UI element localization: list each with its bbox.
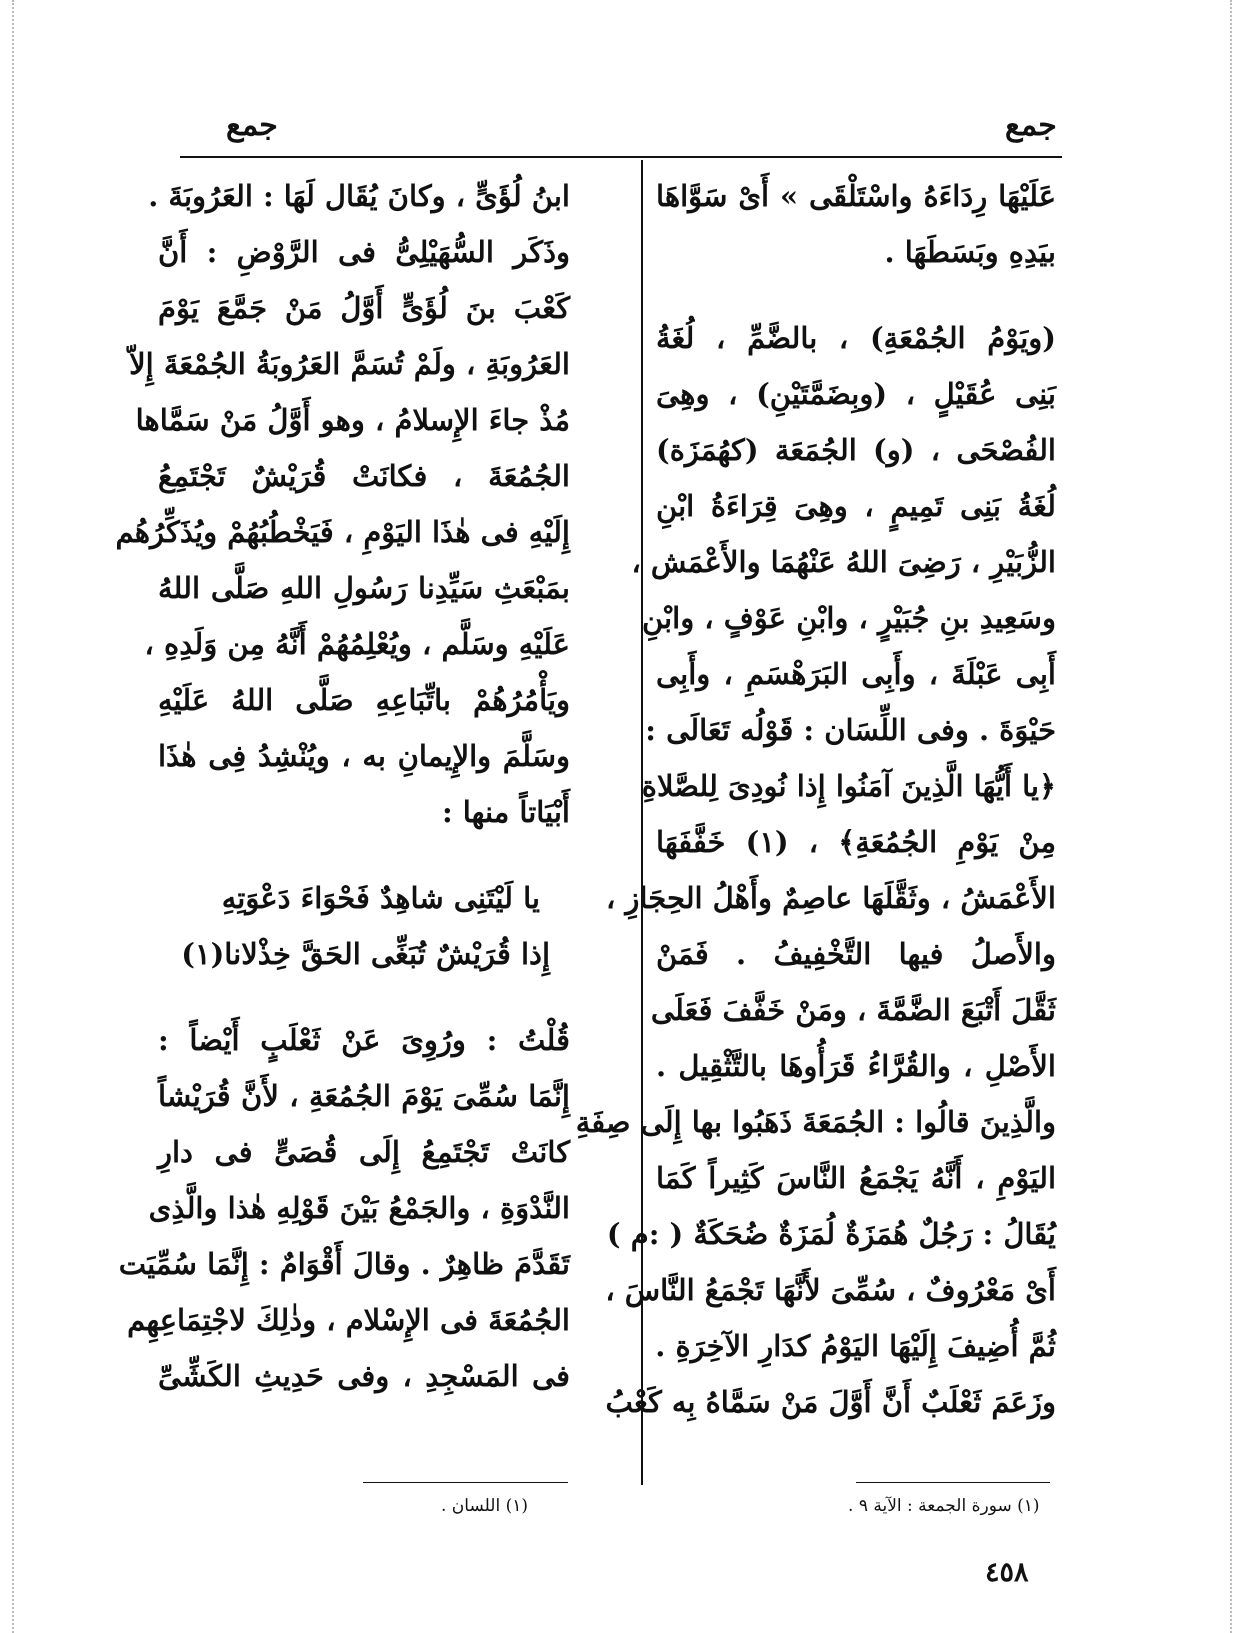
text-line: النَّدْوَةِ ، والجَمْعُ بَيْنَ قَوْلِهِ هٰذا والَّذِى <box>148 1191 570 1225</box>
text-line: عَلَيْهِ وسَلَّم ، ويُعْلِمُهُمْ أَنَّهُ مِن وَلَدِهِ ، <box>144 627 570 661</box>
quran-verse-line: ﴿يا أَيُّهَا الَّذِينَ آمَنُوا إِذا نُودِىَ لِلصَّلاةِ <box>641 769 1056 803</box>
header-rule <box>180 156 1062 158</box>
header-word-right: جمع <box>1005 108 1057 143</box>
text-line: بيَدِهِ وبَسَطَهَا . <box>884 235 1056 269</box>
margin-dots-right <box>1230 0 1232 1633</box>
page-number: ٤٥٨ <box>985 1557 1029 1588</box>
text-line: ويَأْمُرُهُمْ باتِّبَاعِهِ صَلَّى اللهُ عَلَيْهِ <box>158 683 570 717</box>
text-line: مُذْ جاءَ الإِسلامُ ، وهو أَوَّلُ مَنْ سَمَّاها <box>135 403 570 437</box>
paragraph-gap <box>656 280 1056 310</box>
footnote-rule-right <box>856 1482 1050 1483</box>
text-line: اليَوْمِ ، أَنَّهُ يَجْمَعُ النَّاسَ كَثِيراً كَمَا <box>656 1161 1056 1195</box>
footnote-right: (١) سورة الجمعة : الآية ٩ . <box>848 1496 1040 1516</box>
text-line: وسَلَّمَ والإِيمانِ به ، ويُنْشِدُ فِى هٰذَا <box>158 739 570 773</box>
text-line: الأَعْمَشُ ، وثَقَّلَهَا عاصِمٌ وأَهْلُ الحِجَازِ ، <box>605 881 1056 915</box>
header-word-left: جمع <box>226 108 278 143</box>
text-line: لُغَةُ بَنِى تَمِيمٍ ، وهِىَ قِرَاءَةُ ابْنِ <box>656 489 1056 523</box>
text-line: الزُّبَيْرِ ، رَضِىَ اللهُ عَنْهُمَا والأَعْمَش ، <box>631 545 1056 579</box>
text-line: العَرُوبَةِ ، ولَمْ تُسَمَّ العَرُوبَةُ الجُمْعَةَ إِلاّ <box>129 347 570 381</box>
text-line: كانَتْ تَجْتَمِعُ إِلَى قُصَىٍّ فى دارِ <box>158 1135 570 1169</box>
text-line: وسَعِيدِ بنِ جُبَيْرٍ ، وابْنِ عَوْفٍ ، وابْنِ <box>641 601 1056 635</box>
text-line: حَيْوَةَ . وفى اللِّسَان : قَوْلُه تَعَالَى : <box>645 713 1056 747</box>
text-line: أَىْ مَعْرُوفٌ ، سُمِّىَ لأَنَّهَا تَجْمَعُ النَّاسَ ، <box>605 1273 1056 1307</box>
text-line: والأَصلُ فيها التَّخْفِيفُ . فَمَنْ <box>656 937 1056 971</box>
text-line: الجُمُعَةَ ، فكانَتْ قُرَيْشٌ تَجْتَمِعُ <box>158 459 570 493</box>
footnote-rule-left <box>363 1482 568 1483</box>
text-line: بَنِى عُقَيْلٍ ، (وبِضَمَّتَيْنِ) ، وهِىَ <box>656 377 1056 411</box>
text-line: أَبْيَاتاً منها : <box>441 795 570 829</box>
text-line: عَلَيْهَا رِدَاءَهُ واسْتَلْقَى » أَىْ سَوَّاهَا <box>656 179 1056 213</box>
paragraph-gap <box>158 840 570 870</box>
left-column <box>115 168 570 1404</box>
margin-dots-left <box>12 0 14 1633</box>
text-line: قُلْتُ : ورُوِىَ عَنْ ثَعْلَبٍ أَيْضاً : <box>158 1023 570 1057</box>
text-line: تَقَدَّمَ ظاهِرٌ . وقالَ أَقْوَامٌ : إِنَّمَا سُمِّيَت <box>118 1247 570 1281</box>
text-line: ابنُ لُؤَىٍّ ، وكانَ يُقَال لَهَا : العَرُوبَةَ . <box>148 179 570 213</box>
text-line: يُقَالُ : رَجُلٌ هُمَزَةٌ لُمَزَةٌ ضُحَكَةٌ ( :م ) <box>606 1217 1056 1251</box>
text-line: إِلَيْهِ فى هٰذَا اليَوْمِ ، فَيَخْطُبُهُمْ ويُذَكِّرُهُم <box>115 515 570 549</box>
poem-verse-second-hemistich: إِذا قُرَيْشٌ تُبَغِّى الحَقَّ خِذْلانا(١) <box>181 937 550 971</box>
text-line: بمَبْعَثِ سَيِّدِنا رَسُولِ اللهِ صَلَّى اللهُ <box>158 571 570 605</box>
text-line: أَبِى عَبْلَةَ ، وأَبِى البَرَهْسَمِ ، وأَبِى <box>656 657 1056 691</box>
text-line: الجُمُعَةَ فى الإِسْلام ، وذٰلِكَ لاجْتِمَاعِهِم <box>127 1303 570 1337</box>
paragraph-gap <box>158 982 570 1012</box>
text-line: كَعْبَ بنَ لُؤَىٍّ أَوَّلُ مَنْ جَمَّعَ يَوْمَ <box>158 291 570 325</box>
footnote-left: (١) اللسان . <box>441 1496 528 1516</box>
text-line: إِنَّمَا سُمِّىَ يَوْمَ الجُمُعَةِ ، لأَنَّ قُرَيْشاً <box>158 1079 570 1113</box>
text-line: والَّذِينَ قالُوا : الجُمَعَةَ ذَهَبُوا بها إِلَى صِفَةِ <box>575 1105 1056 1139</box>
poem-verse-first-hemistich: يا لَيْتَنِى شاهِدٌ فَحْوَاءَ دَعْوَتِهِ <box>221 881 540 915</box>
text-line: (ويَوْمُ الجُمْعَةِ) ، بالضَّمِّ ، لُغَةُ <box>656 321 1056 355</box>
text-line: ثُمَّ أُضِيفَ إِلَيْهَا اليَوْمُ كدَارِ الآخِرَةِ . <box>655 1329 1056 1363</box>
text-line: ثَقَّلَ أَتْبَعَ الضَّمَّةَ ، ومَنْ خَفَّفَ فَعَلَى <box>650 993 1056 1027</box>
text-line: الأَصْلِ ، والقُرَّاءُ قَرَأُوهَا بالتَّثْقِيل . <box>656 1049 1056 1083</box>
text-line: وذَكَر السُّهَيْلِىُّ فى الرَّوْضِ : أَنَّ <box>158 235 570 269</box>
text-line: وزَعَمَ ثَعْلَبٌ أَنَّ أَوَّلَ مَنْ سَمَّاهُ بِه كَعْبُ <box>605 1385 1056 1419</box>
quran-verse-line: مِنْ يَوْمِ الجُمُعَةِ﴾ ، (١) خَفَّفَهَا <box>656 825 1056 859</box>
text-line: الفُصْحَى ، (و) الجُمَعَة (كهُمَزَة) <box>656 433 1056 467</box>
text-line: فى المَسْجِدِ ، وفى حَدِيثِ الكَشِّىِّ <box>158 1359 570 1393</box>
right-column <box>575 168 1056 1430</box>
